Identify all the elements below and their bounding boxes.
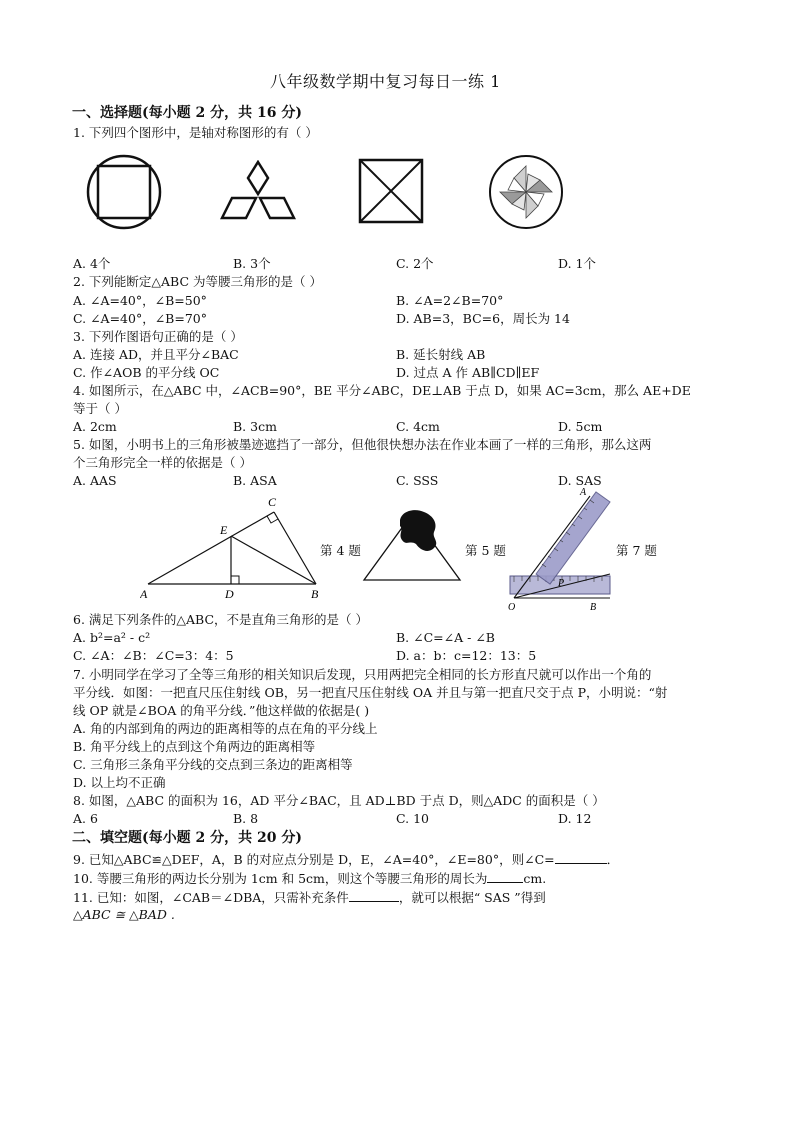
fig7-label-a: A [580,487,587,498]
figure-q5-caption: 第 5 题 [465,543,506,558]
figure-q7-caption: 第 7 题 [616,543,657,558]
q4-option-a: A. 2cm [73,419,117,434]
q9-line [73,851,619,868]
q2-stem: 2. 下列能断定△ABC 为等腰三角形的是（ ） [73,274,322,289]
page-title: 八年级数学期中复习每日一练 1 [270,72,501,91]
q3-option-a: A. 连接 AD，并且平分∠BAC [73,347,239,362]
q8-option-c: C. 10 [396,811,429,826]
q8-option-b: B. 8 [233,811,259,826]
q5-option-b: B. ASA [233,473,277,488]
q1-figure-circle-square [84,152,164,232]
q7-option-c: C. 三角形三条角平分线的交点到三条边的距离相等 [73,757,353,772]
q3-option-b: B. 延长射线 AB [396,347,486,362]
q1-stem: 1. 下列四个图形中，是轴对称图形的有（ ） [73,125,318,140]
q4-stem-line1: 4. 如图所示，在△ABC 中，∠ACB=90°，BE 平分∠ABC，DE⊥AB 于点 D，如果 AC=3cm，那么 AE+DE [73,383,691,398]
q5-option-a: A. AAS [73,473,117,488]
q3-option-d: D. 过点 A 作 AB∥CD∥EF [396,365,540,380]
q7-option-b: B. 角平分线上的点到这个角两边的距离相等 [73,739,316,754]
q8-option-d: D. 12 [558,811,592,826]
q11-text: 11. 已知：如图，∠CAB＝∠DBA，只需补充条件 [73,890,349,905]
q9-end: ． [606,852,620,867]
figure-q7-rulers [506,486,614,614]
figure-q4-triangle [140,494,325,602]
q7-stem-line1: 7. 小明同学在学习了全等三角形的相关知识后发现，只用两把完全相同的长方形直尺就可以作出一个角的 [73,667,652,682]
q1-option-d: D. 1个 [558,256,596,271]
q1-option-a: A. 4个 [73,256,111,271]
q6-option-c: C. ∠A：∠B：∠C=3：4：5 [73,648,234,663]
q2-option-d: D. AB=3，BC=6，周长为 14 [396,311,570,326]
q5-option-d: D. SAS [558,473,602,488]
q7-option-a: A. 角的内部到角的两边的距离相等的点在角的平分线上 [73,721,378,736]
q6-stem: 6. 满足下列条件的△ABC，不是直角三角形的是（ ） [73,612,368,627]
q4-option-d: D. 5cm [558,419,603,434]
q7-option-d: D. 以上均不正确 [73,775,166,790]
section-fill-heading: 二、填空题(每小题 2 分，共 20 分) [72,830,302,846]
q10-end: cm. [523,871,547,886]
fig4-label-a: A [140,587,148,601]
q8-stem: 8. 如图，△ABC 的面积为 16，AD 平分∠BAC，且 AD⊥BD 于点 D，则△ADC 的面积是（ ） [73,793,605,808]
q3-stem: 3. 下列作图语句正确的是（ ） [73,329,243,344]
q10-answer-blank[interactable] [487,870,523,883]
q4-stem-line2: 等于（ ） [73,401,127,416]
fig4-label-d: D [225,587,234,601]
q6-option-b: B. ∠C=∠A - ∠B [396,630,495,645]
q11-text-end: ，就可以根据“ SAS ”得到 [398,890,546,905]
q1-figure-crossed-square [357,157,425,225]
q1-option-b: B. 3个 [233,256,271,271]
q4-option-c: C. 4cm [396,419,440,434]
q6-option-d: D. a：b：c=12：13：5 [396,648,537,663]
q5-stem-line2: 个三角形完全一样的依据是（ ） [73,455,252,470]
q10-text: 10. 等腰三角形的两边长分别为 1cm 和 5cm，则这个等腰三角形的周长为 [73,871,488,886]
q3-option-c: C. 作∠AOB 的平分线 OC [73,365,220,380]
q10-line [73,870,546,887]
q1-figure-pinwheel-circle [486,152,566,232]
q2-option-a: A. ∠A=40°，∠B=50° [73,293,207,308]
fig4-label-e: E [220,523,228,537]
fig4-label-c: C [268,495,277,509]
fig7-label-p: P [558,578,565,589]
q11-line2: △ABC ≅ △BAD . [73,907,175,922]
q9-answer-blank[interactable] [555,851,607,864]
q11-line1 [73,889,546,906]
q2-option-b: B. ∠A=2∠B=70° [396,293,504,308]
figure-q5-ink-triangle [360,506,464,584]
q6-option-a: A. b²=a² - c² [73,630,151,645]
fig7-label-o: O [508,602,516,613]
q5-option-c: C. SSS [396,473,439,488]
section-choice-heading: 一、选择题(每小题 2 分，共 16 分) [72,105,302,121]
q11-answer-blank[interactable] [349,889,399,902]
q8-option-a: A. 6 [73,811,98,826]
figure-q4-caption: 第 4 题 [320,543,361,558]
q2-option-c: C. ∠A=40°，∠B=70° [73,311,207,326]
q1-figure-three-rhombus [220,160,296,222]
q1-option-c: C. 2个 [396,256,434,271]
q7-stem-line2: 平分线．如图：一把直尺压住射线 OB，另一把直尺压住射线 OA 并且与第一把直尺交于点 P，小明说：“射 [73,685,668,700]
q4-option-b: B. 3cm [233,419,277,434]
q5-stem-line1: 5. 如图，小明书上的三角形被墨迹遮挡了一部分，但他很快想办法在作业本画了一样的三角形，那么这两 [73,437,652,452]
fig4-label-b: B [311,587,319,601]
q7-stem-line3: 线 OP 就是∠BOA 的角平分线．”他这样做的依据是( ) [73,703,370,718]
fig7-label-b: B [590,602,597,613]
q9-text: 9. 已知△ABC≌△DEF，A，B 的对应点分别是 D，E，∠A=40°，∠E=80°，则∠C= [73,852,555,867]
